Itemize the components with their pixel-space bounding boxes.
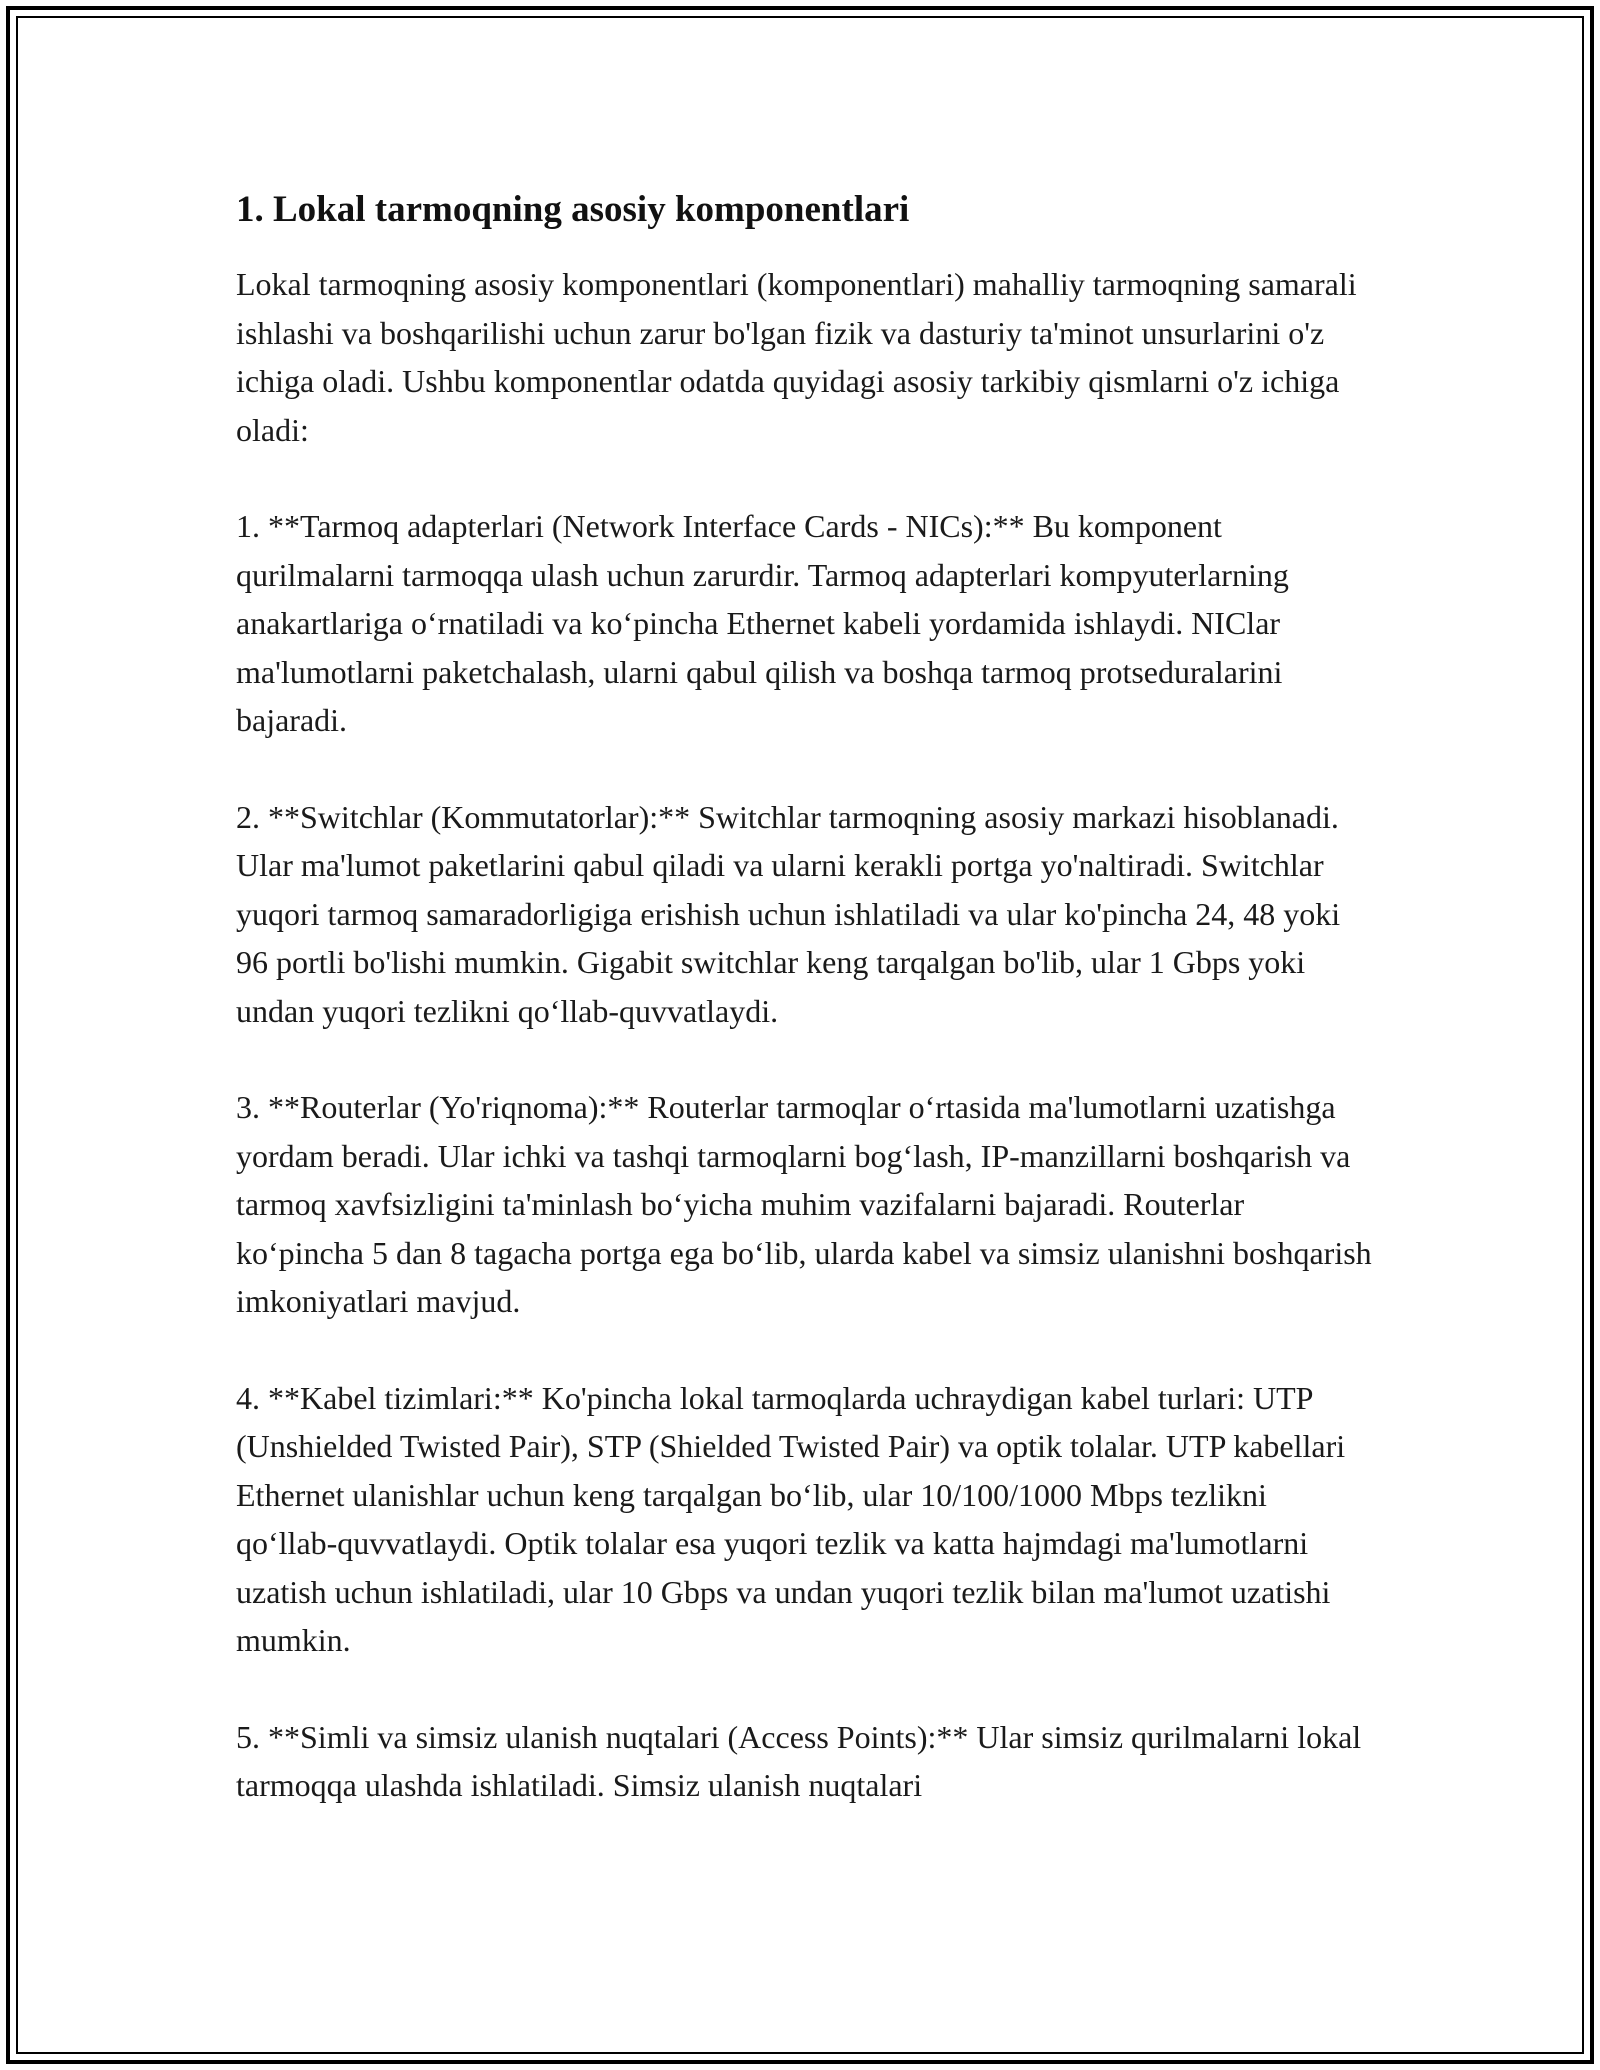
paragraph-intro: Lokal tarmoqning asosiy komponentlari (komponentlari) mahalliy tarmoqning samarali ishlashi va boshqarilishi uchun zarur bo'lgan fizik va dasturiy ta'minot unsurlarini o'z ichiga oladi. Ushbu komponentlar odatda quyidagi asosiy tarkibiy qismlarni o'z ichiga oladi: — [236, 266, 1357, 448]
document-body — [236, 186, 1376, 1858]
document-title: 1. Lokal tarmoqning asosiy komponentlari — [236, 189, 910, 230]
paragraph-cable-systems: 4. **Kabel tizimlari:** Ko'pincha lokal tarmoqlarda uchraydigan kabel turlari: UTP (Unshielded Twisted Pair), STP (Shielded Twisted Pair) va optik tolalar. UTP kabellari Ethernet ulanishlar uchun keng tarqalgan bo‘lib, ular 10/100/1000 Mbps tezlikni qo‘llab-quvvatlaydi. Optik tolalar esa yuqori tezlik va katta hajmdagi ma'lumotlarni uzatish uchun ishlatiladi, ular 10 Gbps va undan yuqori tezlik bilan ma'lumot uzatishi mumkin. — [236, 1379, 1346, 1659]
paragraph-switches: 2. **Switchlar (Kommutatorlar):** Switchlar tarmoqning asosiy markazi hisoblanadi. Ular ma'lumot paketlarini qabul qiladi va ularni kerakli portga yo'naltiradi. Switchlar yuqori tarmoq samaradorligiga erishish uchun ishlatiladi va ular ko'pincha 24, 48 yoki 96 portli bo'lishi mumkin. Gigabit switchlar keng tarqalgan bo'lib, ular 1 Gbps yoki undan yuqori tezlikni qo‘llab-quvvatlaydi. — [236, 798, 1341, 1029]
paragraph-routers: 3. **Routerlar (Yo'riqnoma):** Routerlar tarmoqlar o‘rtasida ma'lumotlarni uzatishga yordam beradi. Ular ichki va tashqi tarmoqlarni bog‘lash, IP-manzillarni boshqarish va tarmoq xavfsizligini ta'minlash bo‘yicha muhim vazifalarni bajaradi. Routerlar ko‘pincha 5 dan 8 tagacha portga ega bo‘lib, ularda kabel va simsiz ulanishni boshqarish imkoniyatlari mavjud. — [236, 1089, 1372, 1320]
paragraph-access-points: 5. **Simli va simsiz ulanish nuqtalari (Access Points):** Ular simsiz qurilmalarni lokal tarmoqqa ulashda ishlatiladi. Simsiz ulanish nuqtalari — [236, 1718, 1362, 1804]
paragraph-network-adapters: 1. **Tarmoq adapterlari (Network Interface Cards - NICs):** Bu komponent qurilmalarni tarmoqqa ulash uchun zarurdir. Tarmoq adapterlari kompyuterlarning anakartlariga o‘rnatiladi va ko‘pincha Ethernet kabeli yordamida ishlaydi. NIClar ma'lumotlarni paketchalash, ularni qabul qilish va boshqa tarmoq protseduralarini bajaradi. — [236, 508, 1289, 739]
